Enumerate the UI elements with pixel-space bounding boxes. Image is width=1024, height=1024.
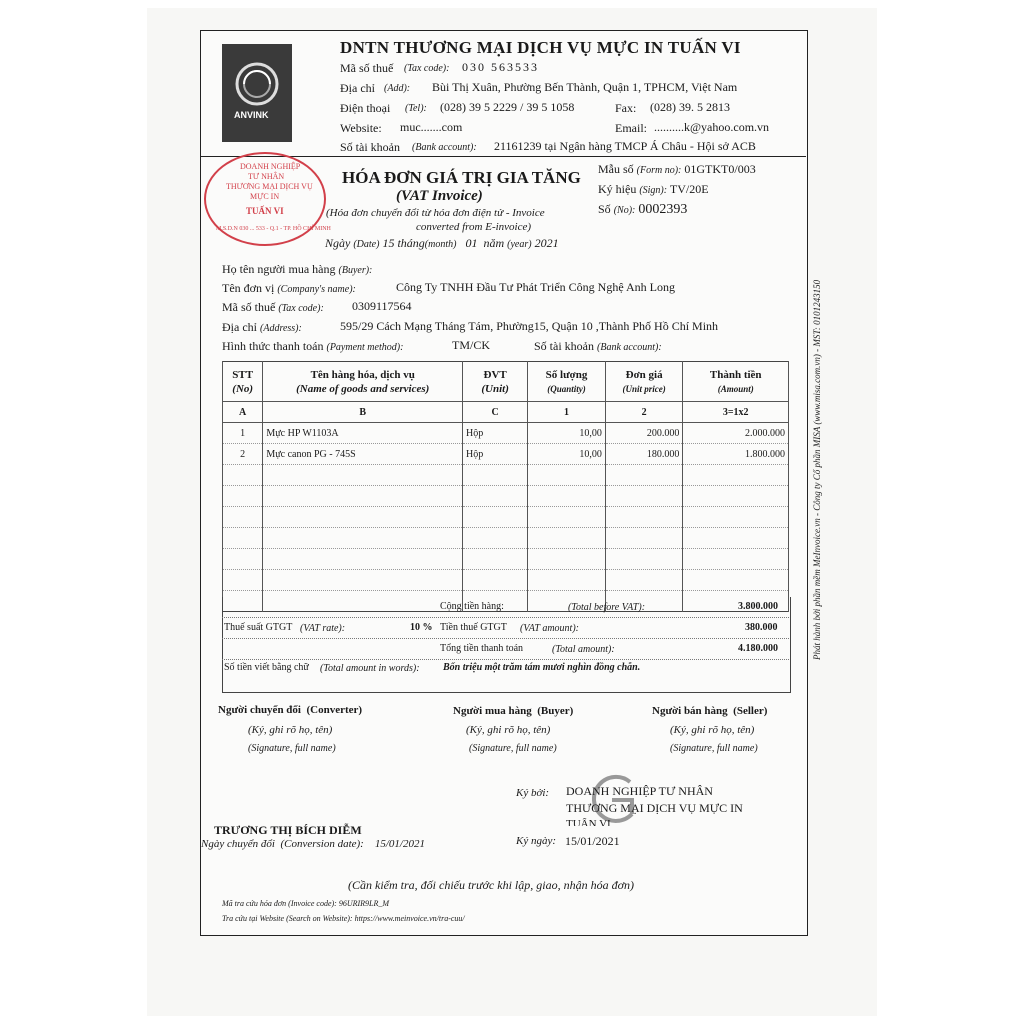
signed-by-label: Ký bởi: [516,787,550,799]
buyer-role: Người mua hàng (Buyer) [453,705,574,717]
logo-text: ANVINK [234,110,269,120]
lookup-code: 96URIR9LR_M [338,899,390,908]
seller-phone: (028) 39 5 2229 / 39 5 1058 [440,100,575,114]
subtotal-label-en: (Total before VAT): [568,602,646,613]
company-label-en: (Company's name): [277,284,356,295]
payment-row [222,339,403,354]
vat-amount-value: 380.000 [745,622,778,633]
sign-label: Ký hiệu [598,182,637,196]
seller-hint-en: (Signature, full name) [670,743,758,754]
row-unit: Hộp [463,444,528,465]
code-1: 1 [528,402,606,423]
seller-address-label-en: (Add): [384,83,411,94]
vat-rate-label: Thuế suất GTGT [224,622,293,633]
form-line [598,162,756,177]
total-label-en: (Total amount): [552,644,615,655]
stamp-line3: THƯƠNG MẠI DỊCH VỤ [226,182,313,191]
empty-row [223,465,789,486]
row-name: Mực HP W1103A [263,423,463,444]
form-no: 01GTKT0/003 [684,162,756,176]
row-name: Mực canon PG - 745S [263,444,463,465]
vat-rate-label-en: (VAT rate): [300,623,346,634]
totals-divider [222,617,789,618]
lookup-site-label: Tra cứu tại Website (Search on Website): [222,914,353,923]
table-row [223,444,789,465]
number-line [598,202,687,218]
words-label: Số tiền viết bằng chữ [224,662,309,673]
items-table [222,361,789,612]
bank-label-en: (Bank account): [597,342,662,353]
seller-hint: (Ký, ghi rõ họ, tên) [670,724,755,736]
row-unit: Hộp [463,423,528,444]
buyer-hint: (Ký, ghi rõ họ, tên) [466,724,551,736]
year-label-en: (year) [507,239,532,250]
header-qty: Số lượng (Quantity) [528,362,606,402]
total-label: Tổng tiền thanh toán [440,643,524,654]
seller-address-label: Địa chỉ [340,81,375,95]
header-amount: Thành tiền (Amount) [683,362,789,402]
row-amount: 2.000.000 [683,423,789,444]
seller-tax-label: Mã số thuế [340,61,394,75]
bank-row [534,339,662,354]
seller-role: Người bán hàng (Seller) [652,705,768,717]
buyer-address-label: Địa chỉ [222,320,257,334]
number-label-en: (No): [613,205,636,216]
stamp-ring-text: M.S.D.N 030 ... 533 - Q.1 - TP. HỒ CHÍ MINH [216,226,331,232]
buyer-tax-label: Mã số thuế [222,300,276,314]
row-price: 200.000 [605,423,683,444]
buyer-tax-row [222,300,324,315]
converter-hint: (Ký, ghi rõ họ, tên) [248,724,333,736]
signed-by-3: TUẤN VI [566,818,611,826]
converter-hint-en: (Signature, full name) [248,743,336,754]
conversion-date-label-en: (Conversion date): [280,838,364,850]
invoice-title-en: (VAT Invoice) [396,188,483,204]
stamp-line2: TƯ NHÂN [248,172,285,181]
signed-date: 15/01/2021 [565,834,620,848]
empty-row [223,570,789,591]
sign-label-en: (Sign): [639,185,668,196]
buyer-tax-label-en: (Tax code): [278,303,324,314]
buyer-label-en: (Buyer): [338,265,373,276]
date-year: 2021 [534,236,559,250]
empty-row [223,507,789,528]
row-amount: 1.800.000 [683,444,789,465]
signed-by-1: DOANH NGHIỆP TƯ NHÂN [566,784,713,798]
date-month: 01 [465,236,478,250]
row-price: 180.000 [605,444,683,465]
seller-website: muc.......com [400,120,463,134]
vat-amount-label-en: (VAT amount): [520,623,579,634]
buyer-label: Họ tên người mua hàng [222,262,336,276]
code-c: C [463,402,528,423]
conversion-date-row [201,838,425,850]
date-label-en: (Date) [353,239,380,250]
bank-label: Số tài khoản [534,339,594,353]
seller-account-label: Số tài khoản [340,140,400,154]
header-name: Tên hàng hóa, dịch vụ (Name of goods and services) [263,362,463,402]
invoice-converted-en: converted from E-invoice) [416,221,532,233]
empty-row [223,486,789,507]
seller-account-label-en: (Bank account): [412,142,477,153]
row-no: 2 [223,444,263,465]
words-label-en: (Total amount in words): [320,663,420,674]
side-note [812,190,826,670]
subtotal-label: Cộng tiền hàng: [440,601,504,612]
seller-email: ..........k@yahoo.com.vn [654,120,770,134]
totals-divider [222,659,789,660]
buyer-hint-en: (Signature, full name) [469,743,557,754]
vat-rate-value: 10 % [410,622,433,633]
converter-role: Người chuyển đổi (Converter) [218,704,363,716]
buyer-row [222,262,372,277]
date-day: 15 [382,236,395,250]
invoice-converted-vi: (Hóa đơn chuyển đổi từ hóa đơn điện tử - Invoice [326,207,545,219]
lookup-site: https://www.meinvoice.vn/tra-cuu/ [354,914,465,923]
lookup-site-row [222,914,465,923]
seller-tax-code: 030 563533 [462,60,539,74]
company-row [222,281,356,296]
company-label: Tên đơn vị [222,281,275,295]
stamp-line1: DOANH NGHIỆP [240,162,301,171]
invoice-number: 0002393 [638,202,688,217]
form-label-en: (Form no): [636,165,682,176]
seller-tax-label-en: (Tax code): [404,63,450,74]
payment-method: TM/CK [452,338,491,352]
company-stamp [204,152,331,246]
sign-value: TV/20E [669,182,709,196]
date-line [325,236,559,251]
buyer-address-label-en: (Address): [260,323,302,334]
words-value: Bốn triệu một trăm tám mươi nghìn đồng chẵn. [443,662,641,673]
code-b: B [263,402,463,423]
converter-name: TRƯƠNG THỊ BÍCH DIỄM [214,823,362,837]
sign-line [598,182,709,197]
seller-email-label: Email: [615,121,647,135]
empty-row [223,528,789,549]
code-a: A [223,402,263,423]
side-note-text: Phát hành bởi phần mềm MeInvoice.vn - Công ty Cổ phần MISA (www.misa.com.vn) - MST: 0101243150 [812,279,822,660]
row-qty: 10,00 [528,444,606,465]
check-note: (Cần kiểm tra, đối chiếu trước khi lập, giao, nhận hóa đơn) [348,878,634,892]
payment-label: Hình thức thanh toán [222,339,324,353]
signed-by-2: THƯƠNG MẠI DỊCH VỤ MỰC IN [566,801,743,815]
header-no: STT (No) [223,362,263,402]
payment-label-en: (Payment method): [326,342,404,353]
seller-phone-label-en: (Tel): [405,103,427,114]
header-price: Đơn giá (Unit price) [605,362,683,402]
seller-website-label: Website: [340,121,382,135]
buyer-address-row [222,320,302,335]
signed-date-label: Ký ngày: [516,835,557,847]
form-label: Mẫu số [598,162,634,176]
row-qty: 10,00 [528,423,606,444]
subtotal-value: 3.800.000 [738,601,778,612]
empty-row [223,549,789,570]
seller-address: Bùi Thị Xuân, Phường Bến Thành, Quận 1, TPHCM, Việt Nam [432,80,738,94]
lookup-code-row [222,899,389,908]
date-label: Ngày [325,236,351,250]
year-label: năm [483,236,505,250]
seller-name: DNTN THƯƠNG MẠI DỊCH VỤ MỰC IN TUẤN VI [340,38,741,57]
seller-phone-label: Điện thoại [340,101,391,115]
number-label: Số [598,202,611,216]
buyer-company: Công Ty TNHH Đầu Tư Phát Triển Công Nghệ Anh Long [396,280,676,294]
vat-amount-label: Tiền thuế GTGT [440,622,507,633]
lookup-code-label: Mã tra cứu hóa đơn (Invoice code): [222,899,337,908]
buyer-address: 595/29 Cách Mạng Tháng Tám, Phường15, Quận 10 ,Thành Phố Hồ Chí Minh [340,319,719,333]
row-no: 1 [223,423,263,444]
company-logo [222,44,292,142]
stamp-line5: TUẤN VI [246,206,284,216]
logo-ring-icon [222,44,292,142]
seller-account: 21161239 tại Ngân hàng TMCP Á Châu - Hội sở ACB [494,139,756,153]
code-3: 3=1x2 [683,402,789,423]
conversion-date: 15/01/2021 [374,838,425,850]
month-label: tháng [397,236,425,250]
conversion-date-label: Ngày chuyển đổi [201,838,275,850]
buyer-tax-code: 0309117564 [352,299,412,313]
seller-fax: (028) 39. 5 2813 [650,100,730,114]
table-row [223,423,789,444]
code-2: 2 [605,402,683,423]
seller-fax-label: Fax: [615,101,637,115]
total-value: 4.180.000 [738,643,778,654]
month-label-en: (month) [424,239,457,250]
stamp-line4: MỰC IN [250,192,280,201]
header-unit: ĐVT (Unit) [463,362,528,402]
invoice-title: HÓA ĐƠN GIÁ TRỊ GIA TĂNG [342,168,581,187]
totals-divider [222,638,789,639]
